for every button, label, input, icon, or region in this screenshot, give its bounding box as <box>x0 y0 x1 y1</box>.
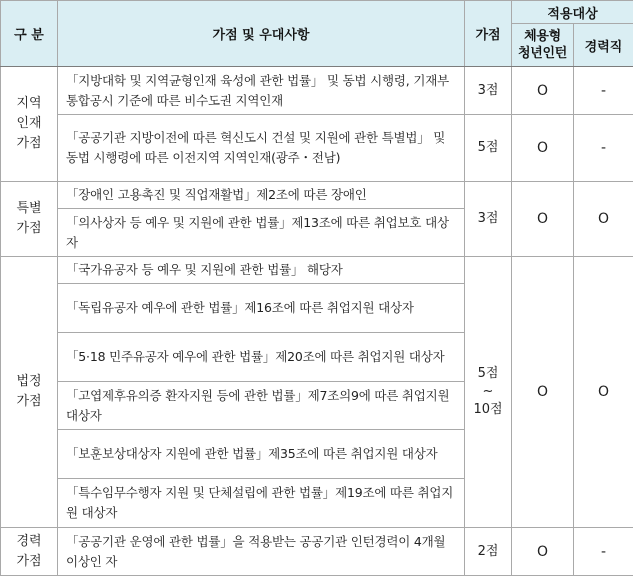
header-points: 가점 <box>465 1 512 67</box>
item-career: 「공공기관 운영에 관한 법률」을 적용받는 공공기관 인턴경력이 4개월 이상인 자 <box>58 528 465 576</box>
header-target-youth: 체용형 청년인턴 <box>512 24 574 67</box>
career-career: - <box>574 528 633 576</box>
header-target: 적용대상 <box>512 1 633 24</box>
item-legal-5: 「보훈보상대상자 지원에 관한 법률」제35조에 따른 취업지원 대상자 <box>58 430 465 479</box>
category-career: 경력 가점 <box>1 528 58 576</box>
youth-legal: O <box>512 257 574 528</box>
category-legal: 법정 가점 <box>1 257 58 528</box>
youth-special: O <box>512 182 574 257</box>
item-legal-4: 「고엽제후유의증 환자지원 등에 관한 법률」제7조의9에 따른 취업지원대상자 <box>58 382 465 430</box>
item-legal-2: 「독립유공자 예우에 관한 법률」제16조에 따른 취업지원 대상자 <box>58 284 465 333</box>
youth-career: O <box>512 528 574 576</box>
item-special-2: 「의사상자 등 예우 및 지원에 관한 법률」제13조에 따른 취업보호 대상자 <box>58 209 465 257</box>
points-special: 3점 <box>465 182 512 257</box>
points-career: 2점 <box>465 528 512 576</box>
item-regional-2: 「공공기관 지방이전에 따른 혁신도시 건설 및 지원에 관한 특별법」 및 동법 시행령에 따른 이전지역 지역인재(광주・전남) <box>58 115 465 182</box>
points-regional-2: 5점 <box>465 115 512 182</box>
header-category: 구 분 <box>1 1 58 67</box>
career-legal: O <box>574 257 633 528</box>
youth-regional-2: O <box>512 115 574 182</box>
career-regional-1: - <box>574 67 633 115</box>
item-regional-1: 「지방대학 및 지역균형인재 육성에 관한 법률」 및 동법 시행령, 기재부 통합공시 기준에 따른 비수도권 지역인재 <box>58 67 465 115</box>
header-target-career: 경력직 <box>574 24 633 67</box>
item-legal-1: 「국가유공자 등 예우 및 지원에 관한 법률」 해당자 <box>58 257 465 284</box>
header-items: 가점 및 우대사항 <box>58 1 465 67</box>
category-regional: 지역 인재 가점 <box>1 67 58 182</box>
career-special: O <box>574 182 633 257</box>
points-regional-1: 3점 <box>465 67 512 115</box>
youth-regional-1: O <box>512 67 574 115</box>
career-regional-2: - <box>574 115 633 182</box>
item-special-1: 「장애인 고용촉진 및 직업재활법」제2조에 따른 장애인 <box>58 182 465 209</box>
points-legal: 5점 ~ 10점 <box>465 257 512 528</box>
item-legal-6: 「특수임무수행자 지원 및 단체설립에 관한 법률」제19조에 따른 취업지원 대상자 <box>58 479 465 528</box>
category-special: 특별 가점 <box>1 182 58 257</box>
item-legal-3: 「5·18 민주유공자 예우에 관한 법률」제20조에 따른 취업지원 대상자 <box>58 333 465 382</box>
